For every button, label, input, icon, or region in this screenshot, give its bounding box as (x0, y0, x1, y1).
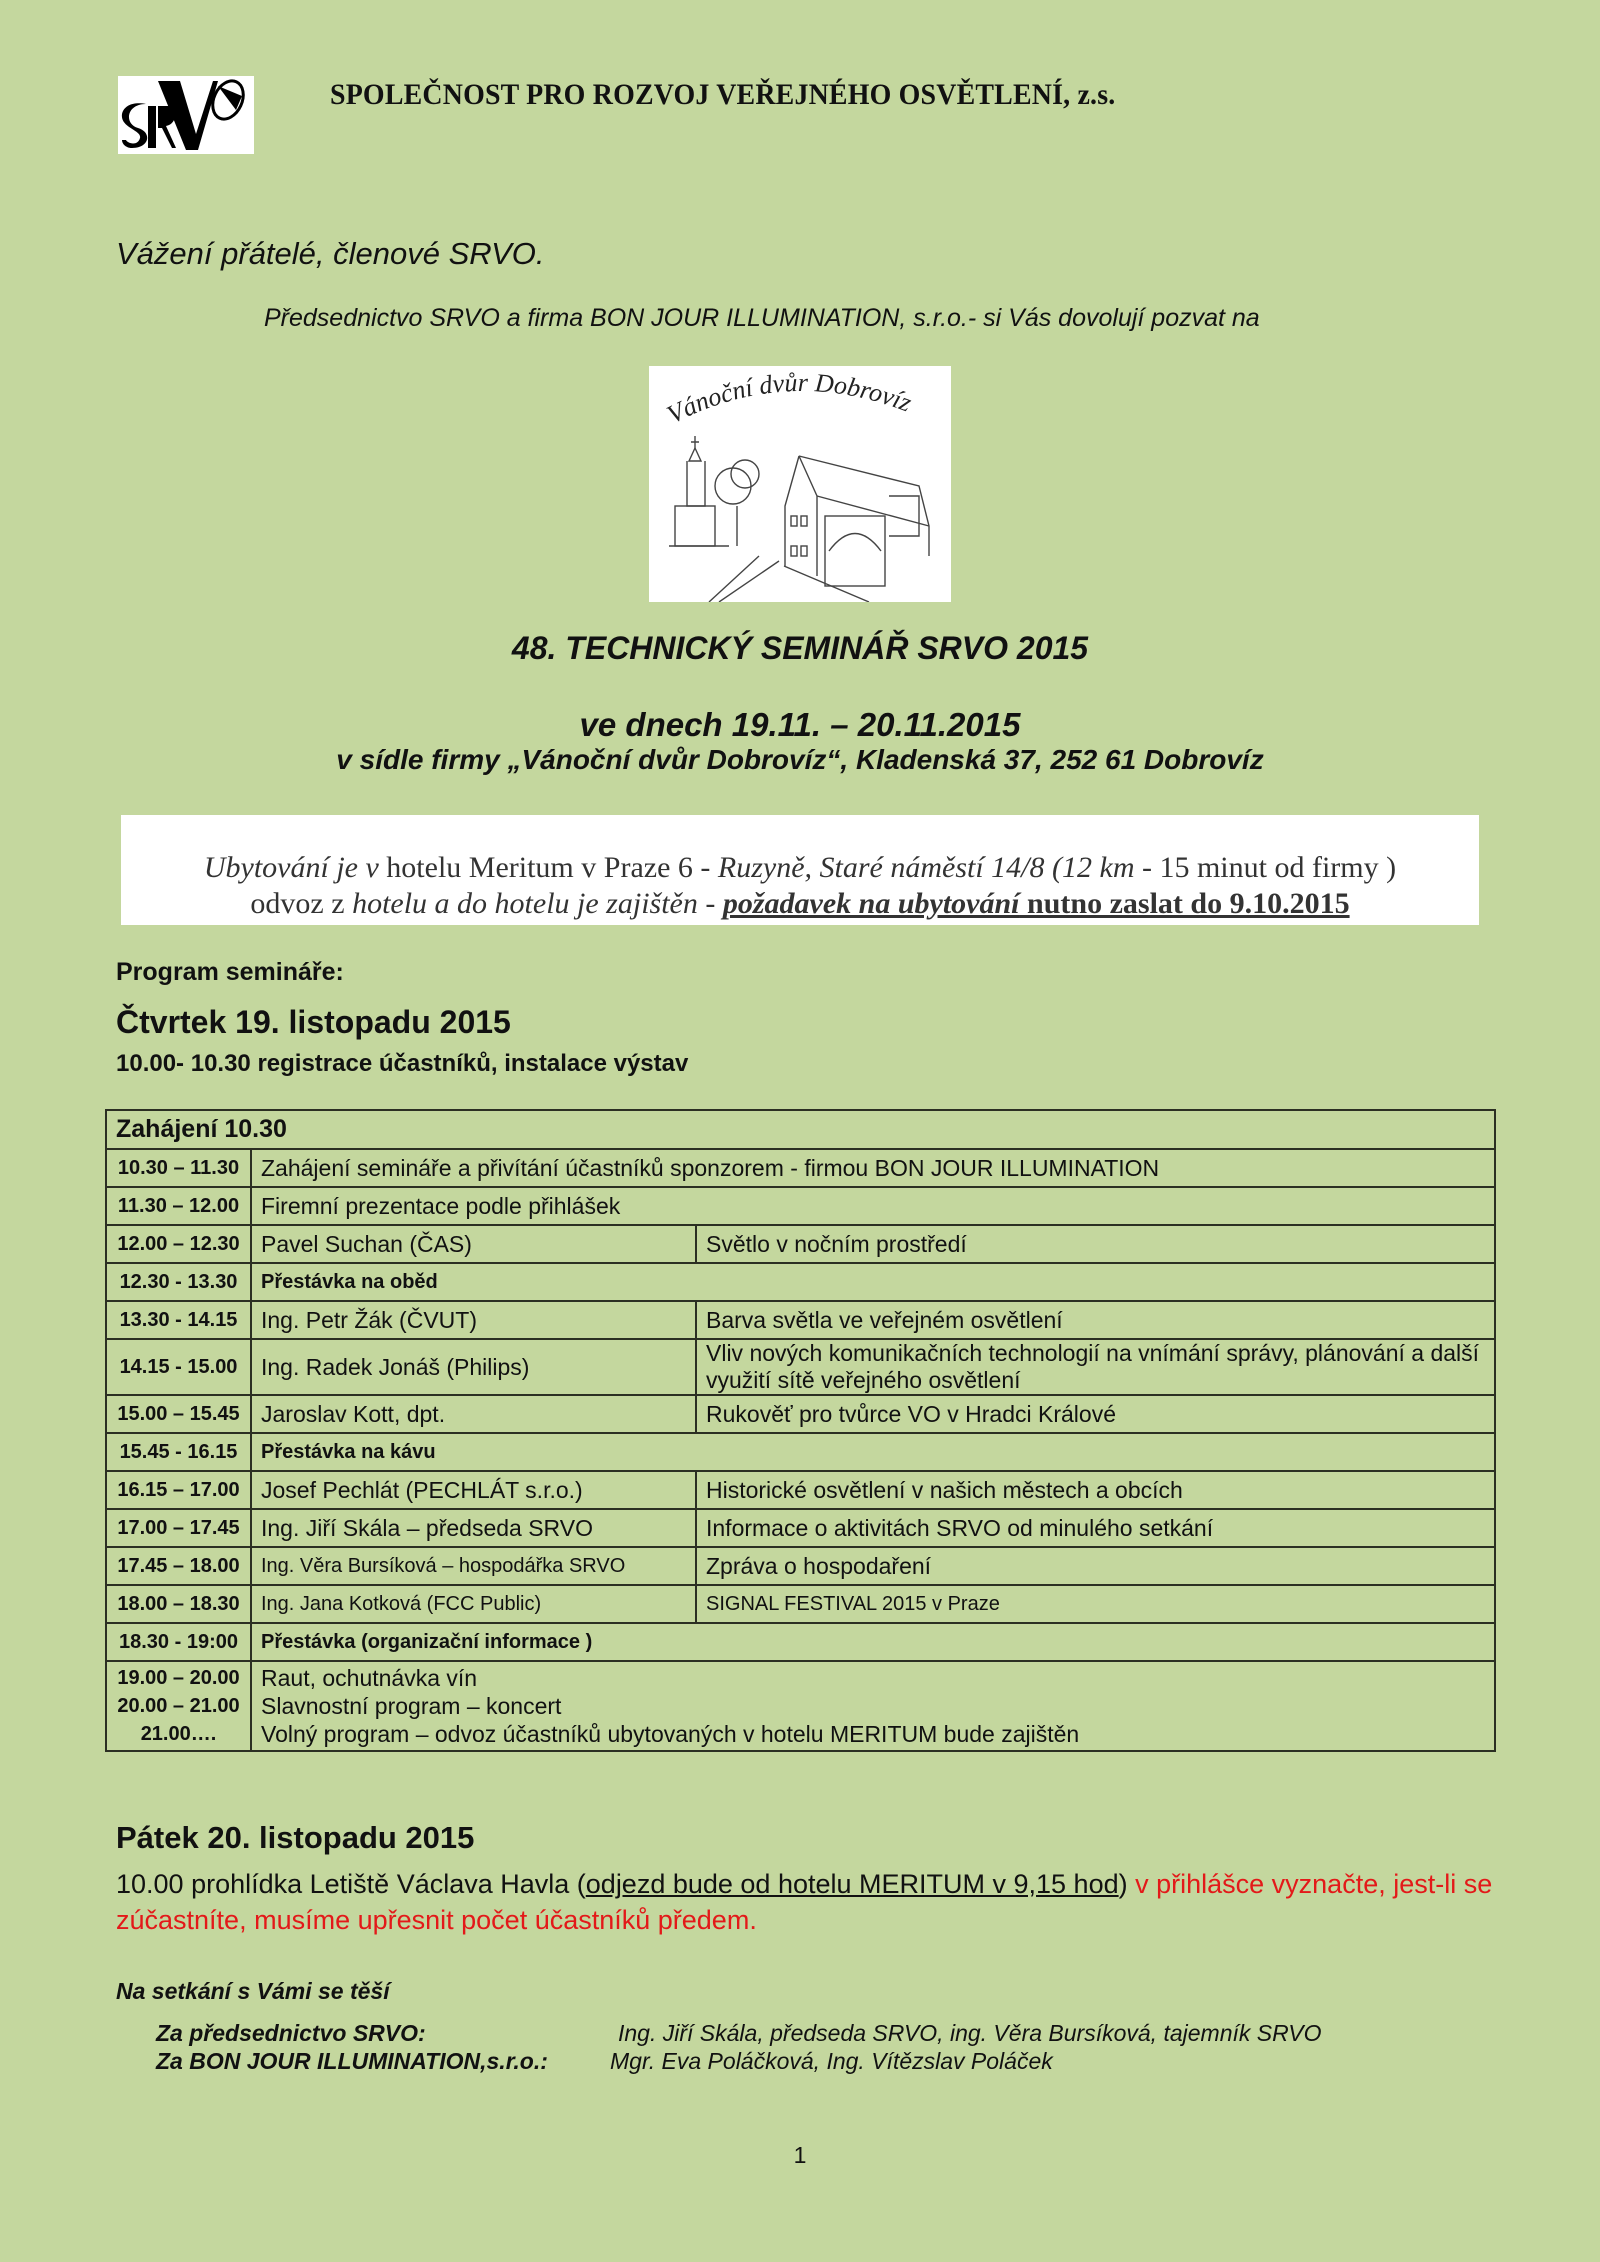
accommodation-text: hotelu Meritum v Praze 6 - (386, 851, 718, 884)
schedule-speaker: Ing. Věra Bursíková – hospodářka SRVO (251, 1547, 696, 1585)
schedule-speaker: Josef Pechlát (PECHLÁT s.r.o.) (251, 1471, 696, 1509)
organization-title: SPOLEČNOST PRO ROZVOJ VEŘEJNÉHO OSVĚTLENÍ, z.s. (330, 78, 1116, 111)
schedule-row (106, 1547, 1495, 1585)
schedule-row (106, 1301, 1495, 1339)
schedule-speaker: Ing. Petr Žák (ČVUT) (251, 1301, 696, 1339)
program-label: Program semináře: (116, 958, 344, 986)
schedule-row (106, 1433, 1495, 1471)
schedule-time: 15.45 - 16.15 (106, 1433, 251, 1471)
day2-departure-note: odjezd bude od hotelu MERITUM v 9,15 hod (585, 1869, 1119, 1899)
schedule-row (106, 1187, 1495, 1225)
schedule-speaker: Jaroslav Kott, dpt. (251, 1395, 696, 1433)
schedule-row (106, 1395, 1495, 1433)
day2-text: 10.00 prohlídka Letiště Václava Havla ( (116, 1869, 586, 1899)
schedule-activity (251, 1661, 1495, 1751)
svg-text:Vánoční dvůr Dobrovíz (662, 368, 915, 429)
schedule-time: 16.15 – 17.00 (106, 1471, 251, 1509)
schedule-activity: Firemní prezentace podle přihlášek (251, 1187, 1495, 1225)
accommodation-text: Ruzyně, Staré náměstí 14/8 (12 km (717, 851, 1135, 884)
schedule-speaker: Ing. Jana Kotková (FCC Public) (251, 1585, 696, 1623)
accommodation-line-2 (121, 887, 1479, 921)
evening-time: 21.00…. (140, 1723, 217, 1745)
schedule-table (105, 1109, 1496, 1752)
schedule-time: 17.45 – 18.00 (106, 1547, 251, 1585)
schedule-time: 13.30 - 14.15 (106, 1301, 251, 1339)
day2-registration-warning: v přihlášce vyznačte, jest-li se zúčastníte, musíme upřesnit počet účastníků předem. (116, 1869, 1493, 1935)
schedule-time: 14.15 - 15.00 (106, 1339, 251, 1395)
venue-caption: Vánoční dvůr Dobrovíz (662, 367, 916, 430)
schedule-row (106, 1225, 1495, 1263)
schedule-time: 10.30 – 11.30 (106, 1149, 251, 1187)
schedule-time: 11.30 – 12.00 (106, 1187, 251, 1225)
schedule-header: Zahájení 10.30 (106, 1110, 1495, 1149)
seminar-title: 48. TECHNICKÝ SEMINÁŘ SRVO 2015 (511, 630, 1089, 666)
schedule-break: Přestávka (organizační informace ) (251, 1623, 1495, 1661)
day2-text: ) (1118, 1869, 1128, 1899)
signature-names: Mgr. Eva Poláčková, Ing. Vítězslav Poláček (610, 2048, 1053, 2074)
seminar-location: v sídle firmy „Vánoční dvůr Dobrovíz“, Kladenská 37, 252 61 Dobrovíz (336, 744, 1264, 775)
schedule-time: 18.30 - 19:00 (106, 1623, 251, 1661)
schedule-time: 18.00 – 18.30 (106, 1585, 251, 1623)
seminar-dates: ve dnech 19.11. – 20.11.2015 (579, 706, 1021, 743)
srvo-logo (118, 76, 254, 154)
evening-item: Slavnostní program – koncert (261, 1693, 562, 1719)
day1-title: Čtvrtek 19. listopadu 2015 (116, 1004, 511, 1040)
schedule-topic: Vliv nových komunikačních technologií na vnímání správy, plánování a další využití sítě veřejného osvětlení (696, 1339, 1495, 1395)
evening-item: Raut, ochutnávka vín (261, 1665, 478, 1691)
signature-row (0, 2020, 1600, 2050)
schedule-time: 12.00 – 12.30 (106, 1225, 251, 1263)
schedule-header-row (106, 1110, 1495, 1149)
schedule-topic: SIGNAL FESTIVAL 2015 v Praze (696, 1585, 1495, 1623)
schedule-topic: Historické osvětlení v našich městech a obcích (696, 1471, 1495, 1509)
registration-line: 10.00- 10.30 registrace účastníků, instalace výstav (116, 1050, 689, 1077)
accommodation-text: - (697, 887, 723, 920)
schedule-topic: Rukověť pro tvůrce VO v Hradci Králové (696, 1395, 1495, 1433)
signature-row (0, 2048, 1600, 2078)
evening-time: 20.00 – 21.00 (117, 1695, 240, 1717)
greeting: Vážení přátelé, členové SRVO. (116, 236, 545, 271)
srvo-logo-icon (118, 76, 254, 154)
accommodation-request-emphasis: požadavek na ubytování (722, 887, 1020, 920)
page-number: 1 (793, 2142, 807, 2168)
schedule-time: 17.00 – 17.45 (106, 1509, 251, 1547)
day2-description (116, 1866, 1496, 1938)
schedule-time: 12.30 - 13.30 (106, 1263, 251, 1301)
closing-text: Na setkání s Vámi se těší (116, 1978, 390, 2004)
schedule-row-evening (106, 1661, 1495, 1751)
schedule-topic: Barva světla ve veřejném osvětlení (696, 1301, 1495, 1339)
schedule-row (106, 1509, 1495, 1547)
schedule-row (106, 1263, 1495, 1301)
signature-label: Za předsednictvo SRVO: (156, 2020, 426, 2046)
evening-item: Volný program – odvoz účastníků ubytovaných v hotelu MERITUM bude zajištěn (261, 1721, 1080, 1747)
accommodation-deadline: nutno zaslat do 9.10.2015 (1019, 887, 1350, 920)
day2-title: Pátek 20. listopadu 2015 (116, 1820, 475, 1855)
schedule-break: Přestávka na kávu (251, 1433, 1495, 1471)
accommodation-line-1 (121, 851, 1479, 885)
schedule-topic: Informace o aktivitách SRVO od minulého setkání (696, 1509, 1495, 1547)
schedule-row (106, 1623, 1495, 1661)
accommodation-text: - 15 minut od firmy ) (1134, 851, 1397, 884)
signature-names: Ing. Jiří Skála, předseda SRVO, ing. Věra Bursíková, tajemník SRVO (618, 2020, 1322, 2046)
schedule-speaker: Pavel Suchan (ČAS) (251, 1225, 696, 1263)
venue-sketch-icon (649, 366, 951, 602)
accommodation-text: odvoz z (250, 887, 353, 920)
schedule-activity: Zahájení semináře a přivítání účastníků sponzorem - firmou BON JOUR ILLUMINATION (251, 1149, 1495, 1187)
accommodation-box (121, 815, 1479, 925)
accommodation-text: Ubytování je v (203, 851, 387, 884)
invitation-line: Předsednictvo SRVO a firma BON JOUR ILLUMINATION, s.r.o.- si Vás dovolují pozvat na (264, 304, 1260, 332)
venue-illustration (649, 366, 951, 602)
accommodation-text: hotelu a do hotelu je zajištěn (352, 887, 698, 920)
schedule-time: 15.00 – 15.45 (106, 1395, 251, 1433)
schedule-speaker: Ing. Jiří Skála – předseda SRVO (251, 1509, 696, 1547)
schedule-row (106, 1585, 1495, 1623)
schedule-speaker: Ing. Radek Jonáš (Philips) (251, 1339, 696, 1395)
schedule-time (106, 1661, 251, 1751)
schedule-break: Přestávka na oběd (251, 1263, 1495, 1301)
schedule-row (106, 1471, 1495, 1509)
schedule-row (106, 1149, 1495, 1187)
evening-time: 19.00 – 20.00 (117, 1667, 240, 1689)
schedule-topic: Zpráva o hospodaření (696, 1547, 1495, 1585)
signature-label: Za BON JOUR ILLUMINATION,s.r.o.: (156, 2048, 548, 2074)
schedule-topic: Světlo v nočním prostředí (696, 1225, 1495, 1263)
schedule-row (106, 1339, 1495, 1395)
